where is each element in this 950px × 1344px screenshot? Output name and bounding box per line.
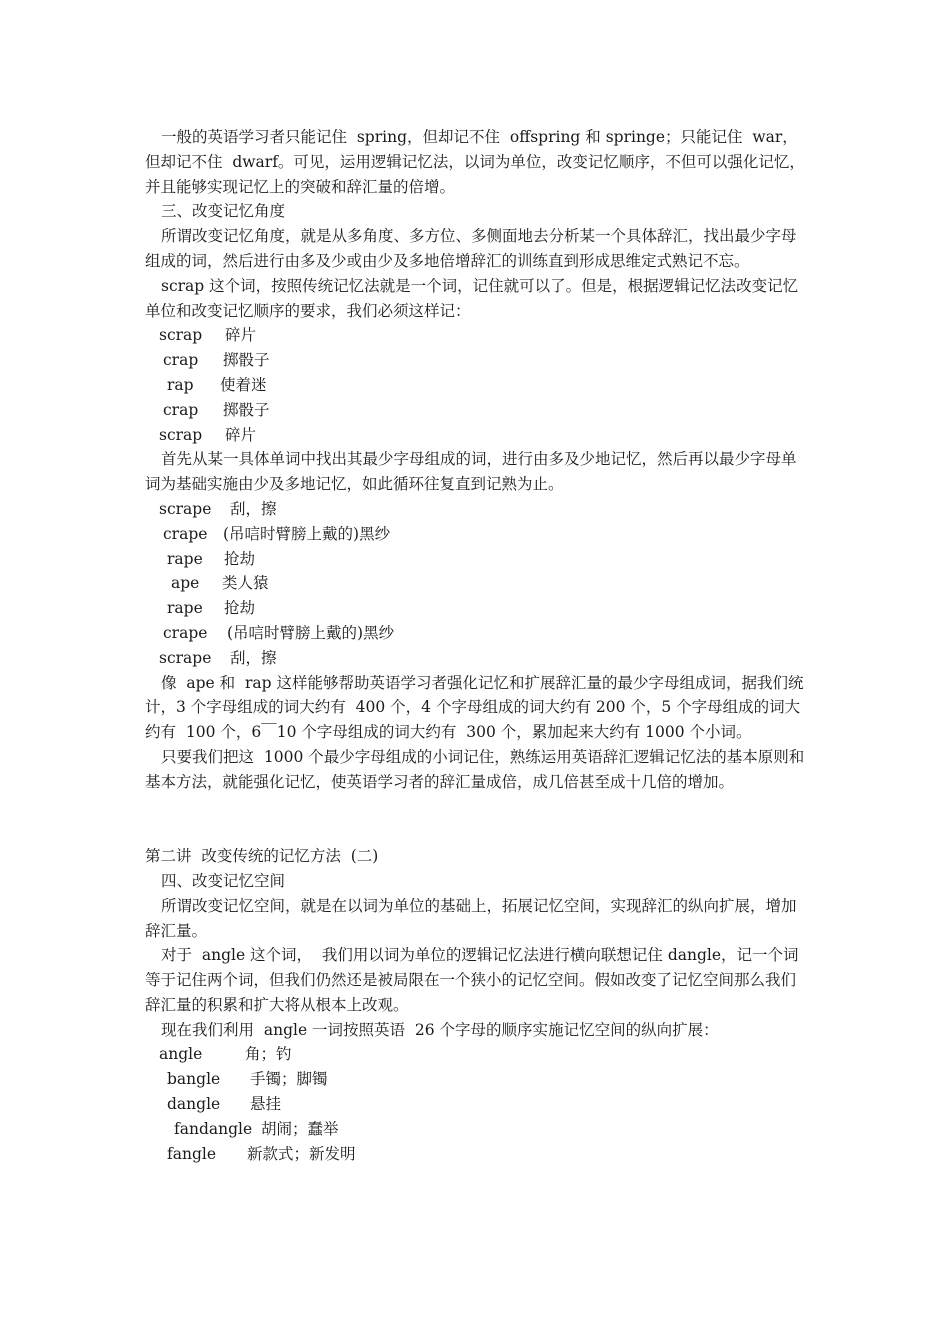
paragraph: 一般的英语学习者只能记住 spring，但却记不住 offspring 和 springe；只能记住 war，但却记不住 dwarf。可见，运用逻辑记忆法，以词为单位，改变记忆顺序，不但可以强化记忆，并且能够实现记忆上的突破和辞汇量的倍增。: [145, 128, 805, 196]
word: scrape: [159, 648, 212, 667]
meaning: 悬挂: [250, 1095, 282, 1114]
word-row: [145, 621, 810, 646]
word-row: [145, 571, 810, 596]
paragraph: 所谓改变记忆角度，就是从多角度、多方位、多侧面地去分析某一个具体辞汇，找出最少字母组成的词，然后进行由多及少或由少及多地倍增辞汇的训练直到形成思维定式熟记不忘。: [145, 227, 797, 270]
meaning: 抢劫: [224, 549, 256, 568]
word: scrape: [159, 499, 212, 518]
word-row: [145, 373, 810, 398]
meaning: 掷骰子: [223, 400, 270, 419]
meaning: 刮，擦: [230, 648, 277, 667]
word: scrap: [159, 326, 203, 345]
meaning: (吊唁时臂膀上戴的)黑纱: [227, 623, 395, 642]
paragraph: 像 ape 和 rap 这样能够帮助英语学习者强化记忆和扩展辞汇量的最少字母组成词，据我们统计，3 个字母组成的词大约有 400 个，4 个字母组成的词大约有 200 个，5 个字母组成的词大约有 100 个，6￣10 个字母组成的词大约有 300 个，累加起来大约有 1000 个小词。: [145, 673, 804, 742]
paragraph: 现在我们利用 angle 一词按照英语 26 个字母的顺序实施记忆空间的纵向扩展：: [161, 1020, 719, 1039]
word: dangle: [167, 1095, 221, 1114]
word-list-scrap: [145, 323, 810, 447]
word-row: [145, 1067, 810, 1092]
word: fangle: [167, 1144, 217, 1163]
blank-lines: [145, 795, 810, 845]
word-row: [145, 423, 810, 448]
word: crape: [163, 524, 208, 543]
meaning: 胡闹；蠢举: [261, 1119, 339, 1138]
word-row: [145, 348, 810, 373]
word-row: [145, 1092, 810, 1117]
paragraph: scrap 这个词，按照传统记忆法就是一个词，记住就可以了。但是，根据逻辑记忆法改变记忆单位和改变记忆顺序的要求，我们必须这样记：: [145, 276, 799, 320]
word-row: [145, 596, 810, 621]
word: rap: [167, 375, 194, 394]
paragraph: 所谓改变记忆空间，就是在以词为单位的基础上，拓展记忆空间，实现辞汇的纵向扩展，增加辞汇量。: [145, 896, 797, 940]
word-row: [145, 646, 810, 671]
section-heading: 三、改变记忆角度: [161, 202, 286, 221]
word-row: [145, 1042, 810, 1067]
meaning: (吊唁时臂膀上戴的)黑纱: [223, 524, 391, 543]
paragraph: 首先从某一具体单词中找出其最少字母组成的词，进行由多及少地记忆，然后再以最少字母单词为基础实施由少及多地记忆，如此循环往复直到记熟为止。: [145, 450, 797, 494]
meaning: 角；钓: [245, 1045, 292, 1064]
meaning: 使着迷: [220, 375, 267, 394]
word: scrap: [159, 425, 203, 444]
word-row: [145, 522, 810, 547]
word: angle: [159, 1045, 203, 1064]
word-row: [145, 1142, 810, 1167]
meaning: 掷骰子: [223, 351, 270, 370]
section-heading: 四、改变记忆空间: [161, 871, 286, 890]
paragraph: 只要我们把这 1000 个最少字母组成的小词记住，熟练运用英语辞汇逻辑记忆法的基本原则和基本方法，就能强化记忆，使英语学习者的辞汇量成倍，成几倍甚至成十几倍的增加。: [145, 747, 805, 791]
document-body: [145, 125, 810, 1166]
word: rape: [167, 549, 203, 568]
word-row: [145, 323, 810, 348]
word: ape: [171, 574, 200, 593]
meaning: 抢劫: [224, 599, 256, 618]
word: rape: [167, 599, 203, 618]
word: bangle: [167, 1070, 221, 1089]
word-row: [145, 547, 810, 572]
meaning: 碎片: [225, 326, 257, 345]
word-row: [145, 1117, 810, 1142]
word-list-scrape: [145, 497, 810, 671]
lecture-title: 第二讲 改变传统的记忆方法 (二): [145, 847, 379, 866]
meaning: 新款式；新发明: [247, 1144, 356, 1163]
meaning: 碎片: [225, 425, 257, 444]
word: crape: [163, 623, 208, 642]
word: crap: [163, 400, 199, 419]
paragraph: 对于 angle 这个词， 我们用以词为单位的逻辑记忆法进行横向联想记住 dangle，记一个词等于记住两个词，但我们仍然还是被局限在一个狭小的记忆空间。假如改变了记忆空间那么我们辞汇量的积累和扩大将从根本上改观。: [145, 946, 799, 1014]
meaning: 手镯；脚镯: [250, 1070, 328, 1089]
word: fandangle: [174, 1119, 253, 1138]
word-row: [145, 398, 810, 423]
meaning: 刮，擦: [230, 499, 277, 518]
meaning: 类人猿: [222, 574, 269, 593]
word-row: [145, 497, 810, 522]
word: crap: [163, 351, 199, 370]
word-list-angle: [145, 1042, 810, 1166]
